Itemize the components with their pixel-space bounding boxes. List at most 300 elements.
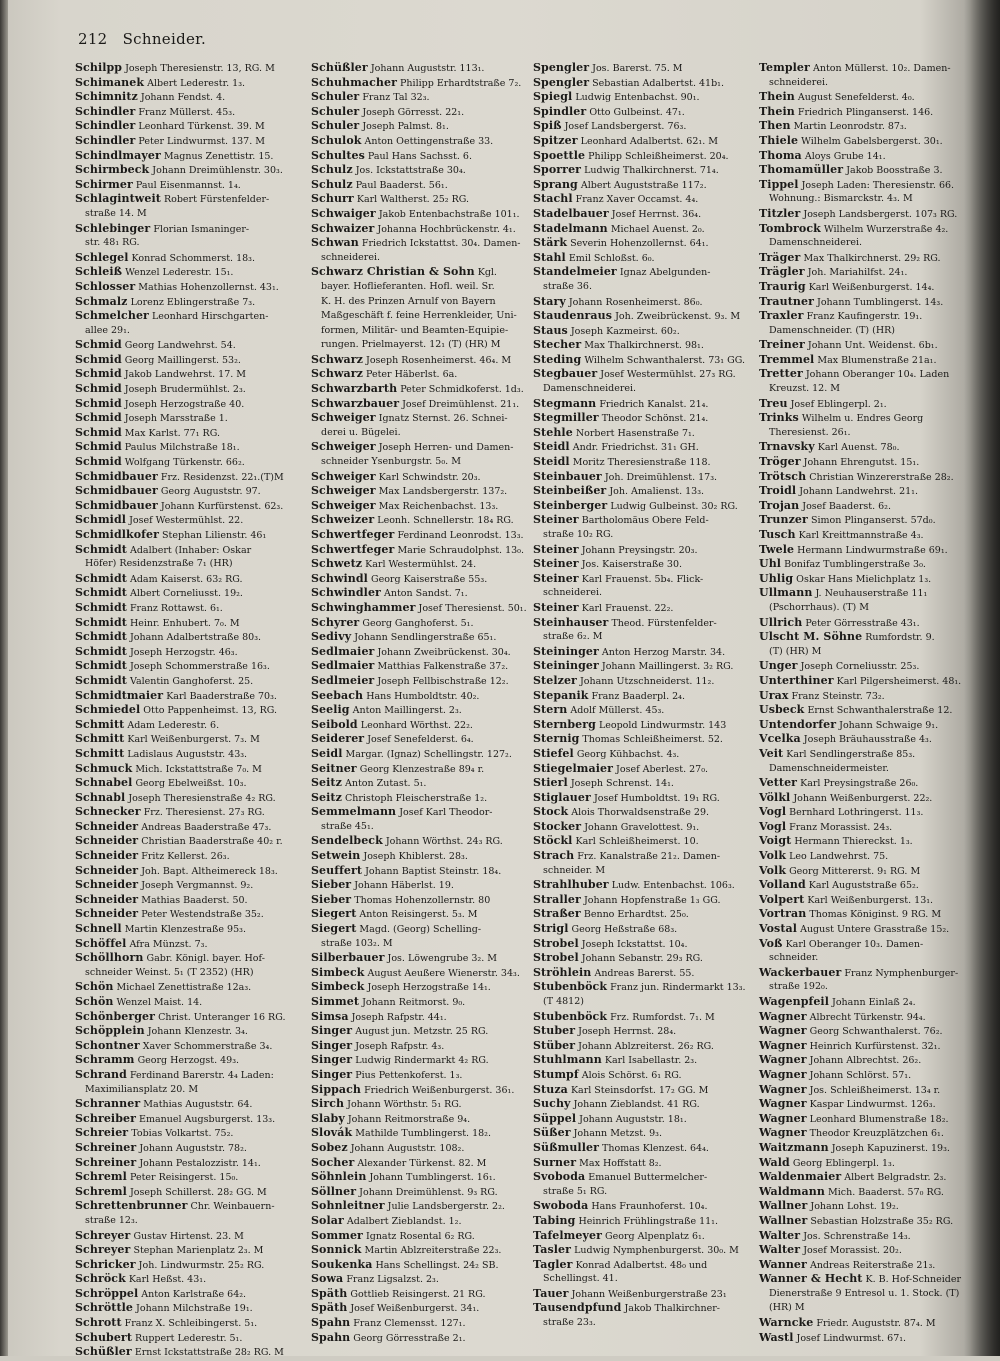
entry-details: Leonh. Schnellerstr. 18₄ RG. bbox=[377, 515, 514, 527]
entry-surname: Schirmbeck bbox=[75, 163, 150, 177]
entry-surname: Wanner bbox=[759, 1257, 807, 1271]
entry-details: Joseph Fellbischstraße 12₂. bbox=[377, 675, 509, 687]
entry-surname: Schwertfeger bbox=[311, 542, 395, 556]
entry-surname: Volpert bbox=[759, 892, 805, 906]
directory-entry bbox=[311, 178, 525, 193]
directory-entry bbox=[533, 834, 751, 849]
entry-details: Joseph Bräuhausstraße 4₃. bbox=[803, 734, 932, 746]
column-2 bbox=[311, 61, 525, 1351]
entry-surname: Sieber bbox=[311, 878, 352, 892]
entry-surname: Schweiger bbox=[311, 469, 376, 483]
entry-details: Dienerstraße 9 Entresol u. 1. Stock. (T) bbox=[769, 1287, 960, 1299]
directory-entry bbox=[311, 616, 525, 631]
entry-details: Franz X. Schleibingerst. 5₁. bbox=[124, 1318, 258, 1330]
entry-details: Bartholomäus Obere Feld- bbox=[581, 515, 709, 527]
entry-details: Georg Herzogst. 49₃. bbox=[137, 1055, 240, 1067]
entry-details: Peter Reisingerst. 15₀. bbox=[129, 1172, 239, 1184]
entry-details: Josef Senefelderst. 6₄. bbox=[367, 734, 474, 746]
directory-entry bbox=[75, 397, 303, 412]
directory-entry bbox=[759, 878, 991, 893]
directory-entry bbox=[759, 1214, 991, 1229]
directory-entry bbox=[759, 1199, 991, 1214]
entry-details: Albert Lederestr. 1₃. bbox=[147, 77, 246, 89]
directory-entry bbox=[75, 178, 303, 193]
directory-entry bbox=[759, 732, 991, 747]
entry-details: Joseph Herzogstraße 14₁. bbox=[367, 982, 491, 994]
entry-surname: Schreml bbox=[75, 1184, 127, 1198]
directory-entry bbox=[75, 1214, 303, 1229]
directory-entry bbox=[759, 367, 991, 382]
directory-entry bbox=[311, 791, 525, 806]
entry-details: Thomas Hohenzollernstr. 80 bbox=[354, 894, 491, 906]
entry-surname: Schöllhorn bbox=[75, 951, 144, 965]
entry-details: Joseph Rafpstr. 44₁. bbox=[351, 1011, 447, 1023]
directory-entry bbox=[533, 586, 751, 601]
directory-entry bbox=[759, 601, 991, 616]
directory-entry bbox=[533, 1199, 751, 1214]
entry-details: Joseph Görresst. 22₁. bbox=[362, 106, 465, 118]
entry-surname: Spitzer bbox=[533, 133, 578, 147]
directory-columns bbox=[75, 61, 985, 1359]
entry-surname: Schröttle bbox=[75, 1301, 134, 1315]
entry-details: bayer. Hoflieferanten. Hofl. weil. Sr. bbox=[321, 280, 495, 292]
entry-details: Otto Pappenheimst. 13, RG. bbox=[143, 705, 278, 717]
entry-details: Adalbert Zieblandst. 1₂. bbox=[346, 1215, 462, 1227]
entry-surname: Vostal bbox=[759, 922, 798, 936]
directory-entry bbox=[533, 178, 751, 193]
directory-entry bbox=[533, 1068, 751, 1083]
entry-surname: Schreyer bbox=[75, 1243, 131, 1257]
entry-surname: Stuhlmann bbox=[533, 1053, 602, 1067]
entry-surname: Wald bbox=[759, 1155, 790, 1169]
entry-details: Jakob Boosstraße 3. bbox=[846, 165, 943, 177]
entry-surname: Schubert bbox=[75, 1330, 133, 1344]
entry-details: Karl Pilgersheimerst. 48₁. bbox=[836, 675, 962, 687]
entry-surname: Stubenböck bbox=[533, 980, 608, 994]
entry-surname: Schmiedel bbox=[75, 703, 141, 717]
entry-surname: Schimnitz bbox=[75, 90, 138, 104]
entry-details: Wolfgang Türkenstr. 66₂. bbox=[124, 457, 245, 469]
entry-surname: Stegbauer bbox=[533, 367, 598, 381]
directory-entry bbox=[75, 616, 303, 631]
directory-entry bbox=[311, 1024, 525, 1039]
entry-surname: Vortran bbox=[759, 907, 807, 921]
entry-surname: Schönberger bbox=[75, 1009, 156, 1023]
entry-surname: Tauer bbox=[533, 1286, 569, 1300]
entry-surname: Steidl bbox=[533, 455, 570, 469]
directory-entry bbox=[311, 995, 525, 1010]
entry-surname: Schontner bbox=[75, 1038, 140, 1052]
directory-entry bbox=[311, 528, 525, 543]
entry-surname: Strigl bbox=[533, 922, 569, 936]
entry-surname: Simmet bbox=[311, 995, 360, 1008]
entry-surname: Schindler bbox=[75, 104, 136, 118]
directory-entry bbox=[759, 1039, 991, 1054]
directory-entry bbox=[311, 309, 525, 324]
entry-details: Karl Frauenst. 22₂. bbox=[581, 602, 674, 614]
entry-details: Johann Metzst. 9₃. bbox=[573, 1128, 662, 1140]
entry-details: Joseph Laden: Theresienstr. 66. bbox=[801, 179, 955, 191]
entry-details: Emanuel Augsburgerst. 13₃. bbox=[139, 1113, 276, 1125]
entry-surname: Siegert bbox=[311, 907, 357, 921]
entry-surname: Schmidt bbox=[75, 600, 127, 614]
entry-details: Friedrich Kanalst. 21₄. bbox=[599, 398, 709, 410]
directory-entry bbox=[533, 499, 751, 514]
entry-surname: Staus bbox=[533, 323, 568, 337]
entry-details: Hans Humboldtstr. 40₂. bbox=[366, 690, 480, 702]
directory-entry bbox=[311, 222, 525, 237]
directory-entry bbox=[759, 747, 991, 762]
entry-details: Joseph Herrnst. 28₄. bbox=[578, 1026, 677, 1038]
entry-details: J. Neuhauserstraße 11₁ bbox=[815, 588, 928, 600]
entry-surname: Schwarz bbox=[311, 367, 363, 381]
directory-entry bbox=[75, 1024, 303, 1039]
entry-details: Karl Frauenst. 5b₄. Flick- bbox=[581, 573, 704, 585]
entry-surname: Schneider bbox=[75, 819, 139, 833]
entry-surname: Untendorfer bbox=[759, 717, 837, 731]
entry-surname: Stärk bbox=[533, 236, 568, 250]
entry-surname: Spiß bbox=[533, 119, 562, 133]
entry-details: Karl Westermühlst. 24. bbox=[365, 559, 477, 571]
entry-details: August Senefelderst. 4₀. bbox=[797, 92, 915, 104]
directory-entry bbox=[75, 265, 303, 280]
directory-entry bbox=[533, 295, 751, 310]
entry-details: Heinr. Enhubert. 7₀. M bbox=[129, 617, 240, 629]
directory-entry bbox=[759, 134, 991, 149]
directory-entry bbox=[533, 543, 751, 558]
directory-entry bbox=[311, 1141, 525, 1156]
entry-surname: Schulok bbox=[311, 133, 362, 147]
entry-details: Joseph Rosenheimerst. 46₄. M bbox=[366, 354, 512, 366]
entry-surname: Wagner bbox=[759, 1126, 807, 1140]
entry-details: Ferdinand Leonrodst. 13₃. bbox=[397, 530, 524, 541]
entry-details: formen, Militär- und Beamten-Equipie- bbox=[321, 324, 509, 336]
entry-surname: Swoboda bbox=[533, 1199, 589, 1213]
directory-entry bbox=[759, 543, 991, 558]
directory-entry bbox=[759, 105, 991, 120]
directory-entry bbox=[75, 922, 303, 937]
entry-details: Johann Adalbertstraße 80₃. bbox=[129, 632, 262, 644]
column-1 bbox=[75, 61, 303, 1359]
directory-entry bbox=[533, 1272, 751, 1287]
directory-entry bbox=[533, 645, 751, 660]
entry-details: Hermann Lindwurmstraße 69₁. bbox=[797, 544, 948, 556]
entry-details: Johann Ehrengutst. 15₁. bbox=[803, 457, 920, 469]
entry-surname: Simbeck bbox=[311, 980, 365, 994]
directory-entry bbox=[759, 1301, 991, 1316]
directory-entry bbox=[759, 76, 991, 91]
directory-entry bbox=[75, 149, 303, 164]
directory-entry bbox=[759, 951, 991, 966]
directory-entry bbox=[75, 1126, 303, 1141]
directory-entry bbox=[759, 659, 991, 674]
entry-surname: Süßer bbox=[533, 1126, 571, 1140]
entry-surname: Schyrer bbox=[311, 615, 360, 629]
entry-details: Michael Zenettistraße 12a₃. bbox=[116, 982, 252, 994]
entry-surname: Tusch bbox=[759, 528, 796, 541]
entry-surname: Waldmann bbox=[759, 1184, 825, 1198]
entry-details: Leopold Lindwurmstr. 143 bbox=[598, 719, 727, 731]
column-3 bbox=[533, 61, 751, 1351]
directory-entry bbox=[75, 966, 303, 981]
entry-details: Max Hoffstatt 8₂. bbox=[579, 1157, 662, 1169]
directory-entry bbox=[759, 820, 991, 835]
directory-entry bbox=[75, 1053, 303, 1068]
directory-entry bbox=[533, 1185, 751, 1200]
directory-entry bbox=[311, 1156, 525, 1171]
entry-details: Georg Landwehrst. 54. bbox=[124, 340, 236, 352]
entry-surname: Tasler bbox=[533, 1243, 572, 1257]
entry-surname: Schmidt bbox=[75, 542, 127, 556]
directory-entry bbox=[533, 484, 751, 499]
entry-details: Mathias Baaderst. 50. bbox=[141, 894, 248, 906]
entry-details: Johann Pestalozzistr. 14₁. bbox=[139, 1157, 261, 1169]
entry-surname: Stegmann bbox=[533, 396, 597, 410]
directory-entry bbox=[759, 616, 991, 631]
entry-details: Karl Baaderstraße 70₃. bbox=[166, 690, 277, 702]
directory-entry bbox=[759, 776, 991, 791]
entry-details: Alois Schörst. 6₁ RG. bbox=[581, 1069, 682, 1081]
entry-details: Josef Lindwurmst. 67₁. bbox=[796, 1332, 907, 1344]
entry-surname: Spahn bbox=[311, 1330, 351, 1344]
column-4 bbox=[759, 61, 991, 1351]
directory-entry bbox=[759, 499, 991, 514]
directory-entry bbox=[759, 207, 991, 222]
directory-entry bbox=[311, 1039, 525, 1054]
entry-surname: Trnavsky bbox=[759, 440, 815, 454]
directory-entry bbox=[75, 937, 303, 952]
entry-details: Jos. Schrenstraße 14₃. bbox=[803, 1230, 911, 1242]
directory-entry bbox=[759, 397, 991, 412]
entry-surname: Sternberg bbox=[533, 717, 596, 731]
directory-entry bbox=[533, 338, 751, 353]
entry-details: Margar. (Ignaz) Schellingstr. 127₂. bbox=[345, 748, 512, 760]
entry-details: Julie Landsbergerstr. 2₂. bbox=[387, 1201, 505, 1213]
entry-surname: Schmidt bbox=[75, 644, 127, 658]
entry-surname: Steidl bbox=[533, 440, 570, 454]
entry-details: Johann Weißenburgerstraße 23₁ bbox=[571, 1288, 727, 1300]
entry-surname: Spengler bbox=[533, 61, 590, 74]
directory-entry bbox=[311, 980, 525, 995]
entry-details: Josef Herrnst. 36₄. bbox=[611, 208, 702, 220]
directory-entry bbox=[759, 222, 991, 237]
directory-entry bbox=[533, 61, 751, 76]
directory-entry bbox=[533, 1112, 751, 1127]
entry-details: Josef Westermühlst. 22. bbox=[129, 515, 244, 527]
directory-entry bbox=[311, 1229, 525, 1244]
entry-details: Joseph Palmst. 8₁. bbox=[362, 121, 449, 133]
entry-details: Marie Schraudolphst. 13₀. bbox=[397, 544, 525, 556]
directory-entry bbox=[533, 659, 751, 674]
directory-entry bbox=[533, 119, 751, 134]
entry-details: straße 10₂ RG. bbox=[543, 529, 614, 540]
entry-details: Karl Sendlingerstraße 85₃. bbox=[786, 748, 916, 760]
entry-details: Johann Reitmorst. 9₀. bbox=[362, 997, 466, 1008]
entry-details: Johann Auguststr. 113₁. bbox=[370, 63, 485, 74]
entry-details: Gustav Hirtenst. 23. M bbox=[133, 1230, 244, 1242]
entry-surname: Schwaiger bbox=[311, 206, 376, 220]
entry-details: Josef Landsbergerst. 76₃. bbox=[564, 121, 687, 133]
entry-details: Joh. Lindwurmstr. 25₂ RG. bbox=[138, 1259, 265, 1271]
entry-surname: Seitner bbox=[311, 761, 357, 775]
entry-surname: Schmidt bbox=[75, 571, 127, 585]
entry-details: Ludwig Rindermarkt 4₂ RG. bbox=[355, 1055, 489, 1067]
entry-surname: Schwarz Christian & Sohn bbox=[311, 265, 475, 279]
entry-surname: Träger bbox=[759, 250, 801, 264]
entry-surname: Seitz bbox=[311, 790, 342, 804]
directory-entry bbox=[759, 338, 991, 353]
entry-surname: Sowa bbox=[311, 1272, 344, 1286]
directory-entry bbox=[75, 411, 303, 426]
entry-surname: Uhlig bbox=[759, 571, 794, 585]
directory-entry bbox=[311, 1010, 525, 1025]
entry-surname: Wagner bbox=[759, 1097, 807, 1111]
entry-surname: Stiefel bbox=[533, 746, 574, 760]
entry-details: Maßgeschäft f. feine Herrenkleider, Uni- bbox=[321, 310, 517, 322]
entry-surname: Schwarzbarth bbox=[311, 382, 398, 396]
entry-details: Joseph Rafpstr. 4₃. bbox=[355, 1040, 445, 1052]
entry-details: Joseph Brudermühlst. 2₃. bbox=[124, 384, 246, 396]
directory-entry bbox=[311, 1185, 525, 1200]
entry-surname: Süßmuller bbox=[533, 1140, 599, 1154]
directory-entry bbox=[759, 513, 991, 528]
entry-details: Johann Kurfürstenst. 62₃. bbox=[160, 500, 284, 512]
entry-surname: Schweiger bbox=[311, 411, 376, 425]
entry-surname: Wagner bbox=[759, 1053, 807, 1067]
entry-surname: Vcelka bbox=[759, 732, 801, 746]
directory-entry bbox=[311, 1097, 525, 1112]
entry-surname: Vogl bbox=[759, 819, 787, 833]
entry-details: Severin Hohenzollernst. 64₁. bbox=[570, 238, 709, 250]
entry-surname: Schweizer bbox=[311, 513, 375, 527]
entry-surname: Suchy bbox=[533, 1097, 571, 1111]
directory-entry bbox=[311, 265, 525, 280]
directory-entry bbox=[759, 630, 991, 645]
entry-details: August jun. Metzstr. 25 RG. bbox=[355, 1026, 489, 1038]
entry-surname: Schmidbauer bbox=[75, 484, 158, 498]
entry-details: Joseph Schillerst. 28₂ GG. M bbox=[129, 1186, 267, 1198]
directory-entry bbox=[75, 630, 303, 645]
entry-surname: Sohnleitner bbox=[311, 1199, 385, 1213]
directory-entry bbox=[759, 762, 991, 777]
directory-entry bbox=[311, 353, 525, 368]
entry-surname: Schreyer bbox=[75, 1228, 131, 1242]
entry-details: straße 6₂. M bbox=[543, 631, 603, 643]
entry-surname: Wagner bbox=[759, 1024, 807, 1038]
entry-details: Adalbert (Inhaber: Oskar bbox=[129, 544, 252, 556]
directory-entry bbox=[533, 1316, 751, 1331]
entry-details: Martin Leonrodstr. 87₃. bbox=[793, 121, 907, 133]
entry-surname: Steiner bbox=[533, 557, 579, 571]
directory-entry bbox=[311, 1287, 525, 1302]
entry-details: Peter Westendstraße 35₂. bbox=[141, 909, 264, 921]
directory-entry bbox=[311, 499, 525, 514]
entry-details: Joseph Schommerstraße 16₃. bbox=[129, 661, 270, 673]
directory-entry bbox=[533, 951, 751, 966]
directory-entry bbox=[759, 805, 991, 820]
entry-details: Leonhard Hirschgarten- bbox=[151, 311, 269, 323]
entry-surname: Schneider bbox=[75, 892, 139, 906]
entry-details: Joseph Vergmannst. 9₂. bbox=[141, 880, 254, 892]
directory-entry bbox=[311, 820, 525, 835]
directory-entry bbox=[759, 280, 991, 295]
entry-surname: Ullrich bbox=[759, 615, 803, 629]
entry-surname: Stock bbox=[533, 805, 569, 819]
entry-details: Johann Dreimühlenstr. 30₃. bbox=[152, 165, 283, 177]
entry-surname: Then bbox=[759, 119, 791, 133]
entry-details: Ludwig Gulbeinst. 30₂ RG. bbox=[610, 500, 738, 512]
entry-surname: Veit bbox=[759, 746, 784, 760]
entry-details: Damenschneiderei. bbox=[769, 237, 863, 249]
directory-entry bbox=[75, 820, 303, 835]
entry-surname: Schmitt bbox=[75, 732, 125, 746]
entry-surname: Twele bbox=[759, 542, 795, 556]
directory-entry bbox=[311, 149, 525, 164]
entry-details: Josef Morassist. 20₂. bbox=[803, 1245, 902, 1257]
entry-surname: Stocker bbox=[533, 819, 582, 833]
directory-entry bbox=[533, 1156, 751, 1171]
entry-surname: Standelmeier bbox=[533, 265, 617, 279]
entry-surname: Titzler bbox=[759, 206, 801, 220]
entry-details: Martin Ablzreiterstraße 22₃. bbox=[364, 1245, 502, 1257]
directory-entry bbox=[311, 513, 525, 528]
entry-details: Otto Gulbeinst. 47₁. bbox=[589, 106, 685, 118]
directory-entry bbox=[311, 907, 525, 922]
entry-surname: Steinbeißer bbox=[533, 484, 607, 498]
entry-surname: Steinhauser bbox=[533, 615, 609, 629]
directory-entry bbox=[311, 105, 525, 120]
directory-entry bbox=[75, 1141, 303, 1156]
entry-details: Friedrich Plinganserst. 146. bbox=[797, 106, 934, 118]
directory-entry bbox=[75, 747, 303, 762]
directory-entry bbox=[533, 557, 751, 572]
entry-surname: Trojan bbox=[759, 498, 800, 512]
entry-details: Max Thalkirchnerst. 29₂ RG. bbox=[803, 252, 941, 264]
directory-entry bbox=[759, 966, 991, 981]
entry-surname: Stubenböck bbox=[533, 1009, 608, 1023]
entry-details: Johann Zweibrückenst. 30₄. bbox=[377, 646, 511, 658]
entry-surname: Wagner bbox=[759, 1067, 807, 1081]
directory-entry bbox=[75, 1068, 303, 1083]
entry-surname: Usbeck bbox=[759, 703, 805, 717]
directory-entry bbox=[759, 1331, 991, 1346]
entry-details: Georg Görresstraße 2₁. bbox=[353, 1332, 466, 1344]
entry-surname: Wallner bbox=[759, 1213, 808, 1227]
directory-entry bbox=[311, 586, 525, 601]
directory-entry bbox=[311, 470, 525, 485]
directory-entry bbox=[75, 1185, 303, 1200]
entry-surname: Staudenraus bbox=[533, 309, 613, 323]
entry-details: Franz Clemensst. 127₁. bbox=[353, 1318, 466, 1330]
directory-entry bbox=[759, 645, 991, 660]
entry-surname: Schmidbauer bbox=[75, 469, 158, 483]
entry-surname: Schmidt bbox=[75, 586, 127, 600]
directory-entry bbox=[533, 1097, 751, 1112]
directory-entry bbox=[533, 1243, 751, 1258]
entry-details: Friedrich Weißenburgerst. 36₁. bbox=[364, 1084, 515, 1096]
directory-entry bbox=[533, 762, 751, 777]
directory-entry bbox=[75, 1156, 303, 1171]
directory-entry bbox=[311, 1258, 525, 1273]
entry-surname: Schindler bbox=[75, 119, 136, 133]
entry-surname: Urax bbox=[759, 688, 789, 702]
entry-surname: Schilpp bbox=[75, 61, 123, 74]
directory-entry bbox=[311, 557, 525, 572]
entry-details: Joseph Corneliusstr. 25₃. bbox=[800, 661, 920, 673]
entry-surname: Wackerbauer bbox=[759, 965, 842, 979]
entry-surname: Thein bbox=[759, 90, 795, 104]
entry-details: Friedrich Ickstattst. 30₄. Damen- bbox=[361, 238, 521, 250]
